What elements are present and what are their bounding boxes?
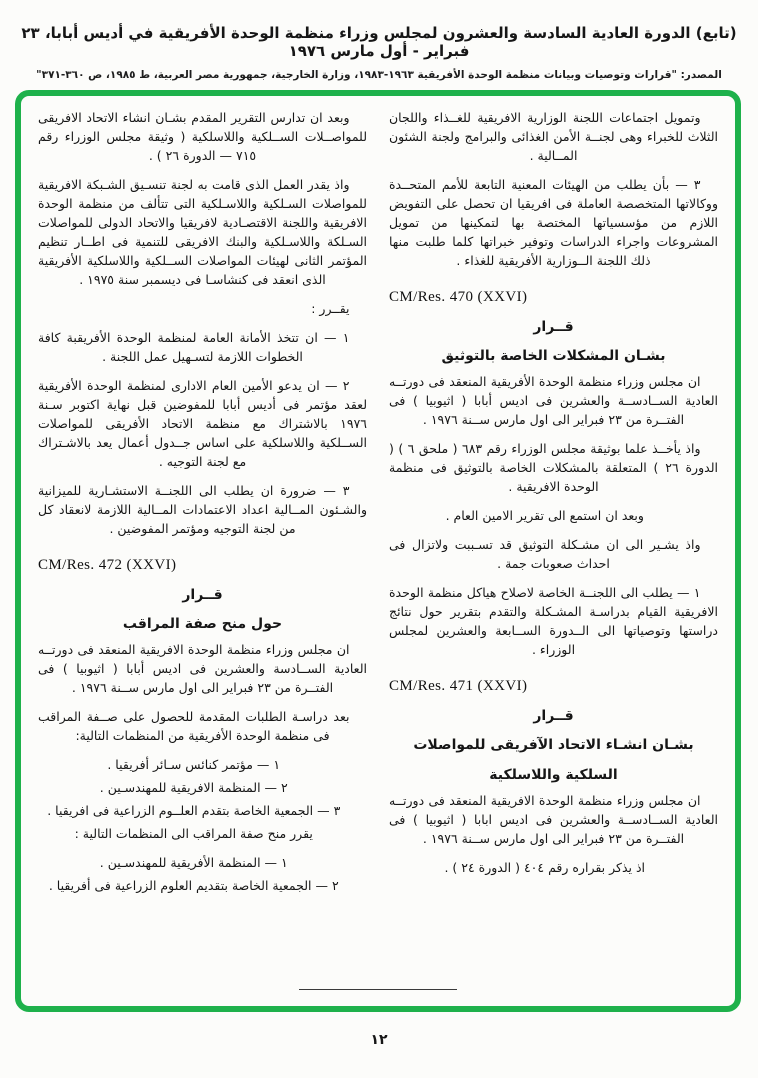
page-number: ١٢ — [370, 1032, 388, 1048]
two-column-layout — [21, 96, 735, 998]
paragraph: ٣ — بأن يطلب من الهيئات المعنية التابعة للأمم المتحــدة ووكالاتها المتخصصة العاملة فى افريقيا ان تحصل على التفويض اللازم من مؤسسياتها المختصة بها لتمكينها من تمويل المشروعات واجراء الدراسات وتوفير خبراتها كلما طلبت منها ذلك اللجنة الــوزارية الأفريقية للغذاء . — [389, 177, 718, 268]
list-item: ٢ — الجمعية الخاصة بتقديم العلوم الزراعية فى أفريقيا . — [48, 878, 339, 894]
paragraph: واذ يقدر العمل الذى قامت به لجنة تنسـيق الشـبكة الافريقية للمواصلات السـلكية واللاسـلكية التى تتألف من منظمة الوحدة الافريقية واللجنة الاقتصـادية لافريقيا والاتحاد الدولى للمواصلات السـلكة واللاسـلكية والبنك الافريقى للتنمية فى اطــار تنظيم المؤتمر الثانى لهيئات المواصلات الســلكية واللاسلكية الأفريقية الذى انعقد فى كنشاسـا فى ديسمبر سنة ١٩٧٥ . — [38, 177, 367, 287]
decision-lead: يقــرر : — [311, 301, 350, 316]
paragraph: واذ يشـير الى ان مشـكلة التوثيق قد تسـببت ولاتزال فى احداث صعوبات جمة . — [389, 537, 701, 572]
paragraph: وبعد ان استمع الى تقرير الامين العام . — [445, 508, 644, 524]
paragraph: ٣ — ضرورة ان يطلب الى اللجنــة الاستشـارية للميزانية والشـئون المــالية اعداد الاعتمادات المــالية اللازمة لانعقاد كل من لجنة التوجيه ومؤتمر المفوضين . — [38, 483, 367, 536]
paragraph: ٢ — ان يدعو الأمين العام الادارى لمنظمة الوحدة الأفريقية لعقد مؤتمر فى أديس أبابا للمفوضين قبل نهاية اكتوبر سـنة ١٩٧٦ بالاشتراك مع منظمة الاتحاد الأفريقى للمواصلات الســلكية واللاسلكية على اساس جــدول أعمال يعد بالاشـتراك مع لجنة التوجيه . — [38, 378, 367, 469]
content-frame — [15, 90, 741, 1012]
resolution-subject: حول منح صفة المراقب — [122, 616, 283, 633]
paragraph: وتمويل اجتماعات اللجنة الوزارية الافريقية للغــذاء واللجان الثلاث للخبراء وهى لجنــة الأمن الغذائى والبرامج ولجنة الشئون المــالية . — [389, 110, 718, 163]
paragraph: ١ — ان تتخذ الأمانة العامة لمنظمة الوحدة الأفريقبة كافة الخطوات اللازمة لتسـهيل عمل اللجنة . — [38, 330, 350, 364]
resolution-heading: قــرار — [533, 318, 574, 335]
session-title: (تابع) الدورة العادية السادسة والعشرون لمجلس وزراء منظمة الوحدة الأفريقية في أديس أبابا، ٢٣ فبراير - أول مارس ١٩٧٦ — [21, 24, 737, 60]
paragraph: ١ — يطلب الى اللجنــة الخاصة لاصلاح هياكل منظمة الوحدة الافريقية القيام بدراسـة المشـكلة والتقدم بتقرير حول نتائج دراستها وتوصياتها الى الــدورة الســابعة والعشرين لمجلس الوزراء . — [389, 585, 718, 658]
resolution-subject: بشـان انشـاء الاتحاد الآفريقى للمواصلات — [413, 737, 694, 754]
paragraph: بعد دراسـة الطلبات المقدمة للحصول على صــفة المراقب فى منظمة الوحدة الأفريقية من المنظمات التالية: — [38, 709, 350, 744]
resolution-subject: السلكية واللاسلكية — [489, 766, 618, 783]
resolution-id: CM/Res. 471 (XXVI) — [389, 678, 528, 695]
paragraph: اذ يذكر بقراره رقم ٤٠٤ ( الدورة ٢٤ ) . — [444, 859, 646, 875]
page-header — [0, 0, 758, 81]
list-item: ١ — مؤتمر كنائس سـائر أفريقيا . — [107, 757, 281, 773]
paragraph: وبعد ان تدارس التقرير المقدم بشـان انشاء الاتحاد الافريقى للمواصــلات الســلكية واللاسلكية ( وثيقة مجلس الوزراء رقم ٧١٥ — الدورة ٢٦ ) . — [38, 110, 367, 163]
resolution-heading: قــرار — [182, 586, 223, 603]
column-right — [389, 108, 718, 998]
paragraph: واذ يأخــذ علما بوثيقة مجلس الوزراء رقم ٦٨٣ ( ملحق ٦ ) ( الدورة ٢٦ ) المتعلقة بالمشكلات الخاصة بالتوثيق فى منظمة الوحدة الافريقية . — [389, 441, 718, 495]
resolution-heading: قــرار — [533, 708, 574, 725]
list-item: ١ — المنظمة الأفريقية للمهندسـين . — [99, 855, 288, 871]
resolution-subject: بشـان المشكلات الخاصة بالتوثيق — [441, 348, 666, 365]
paragraph: يقرر منح صفة المراقب الى المنظمات التالية : — [74, 826, 313, 842]
footnote-rule — [299, 989, 457, 990]
resolution-id: CM/Res. 472 (XXVI) — [38, 557, 177, 573]
paragraph: ان مجلس وزراء منظمة الوحدة الافريقية المنعقد فى دورتــه العادية الســادســة والعشرين فى اديس ابابا ( اثيوبيا ) فى الفتــرة من ٢٣ فبراير الى اول مارس ســنة ١٩٧٦ . — [389, 792, 718, 846]
column-left — [38, 108, 367, 998]
list-item: ٢ — المنظمة الافريقية للمهندسـين . — [99, 780, 288, 796]
paragraph: ان مجلس وزراء منظمة الوحدة الافريقية المنعقد فى دورتــه العادية الســادسة والعشرين فى اديس أبابا ( اثيوبيا ) فى الفتــرة من ٢٣ فبراير الى اول مارس ســنة ١٩٧٦ . — [38, 642, 367, 696]
resolution-id: CM/Res. 470 (XXVI) — [389, 289, 528, 305]
paragraph: ان مجلس وزراء منظمة الوحدة الأفريقية المنعقد فى دورتــه العادية الســادســة والعشرين فى اديس أبابا ( اثيوبيا ) فى الفتــرة من ٢٣ فبراير الى اول مارس ســنة ١٩٧٦ . — [389, 374, 718, 428]
source-line: المصدر: "قرارات وتوصيات وبيانات منظمة الوحدة الأفريقية ١٩٦٣-١٩٨٣، وزارة الخارجية، جمهورية مصر العربية، ط ١٩٨٥، ص ٣٦٠-٣٧١" — [36, 69, 722, 81]
list-item: ٣ — الجمعية الخاصة بتقدم العلــوم الزراعية فى افريقيا . — [47, 803, 341, 819]
